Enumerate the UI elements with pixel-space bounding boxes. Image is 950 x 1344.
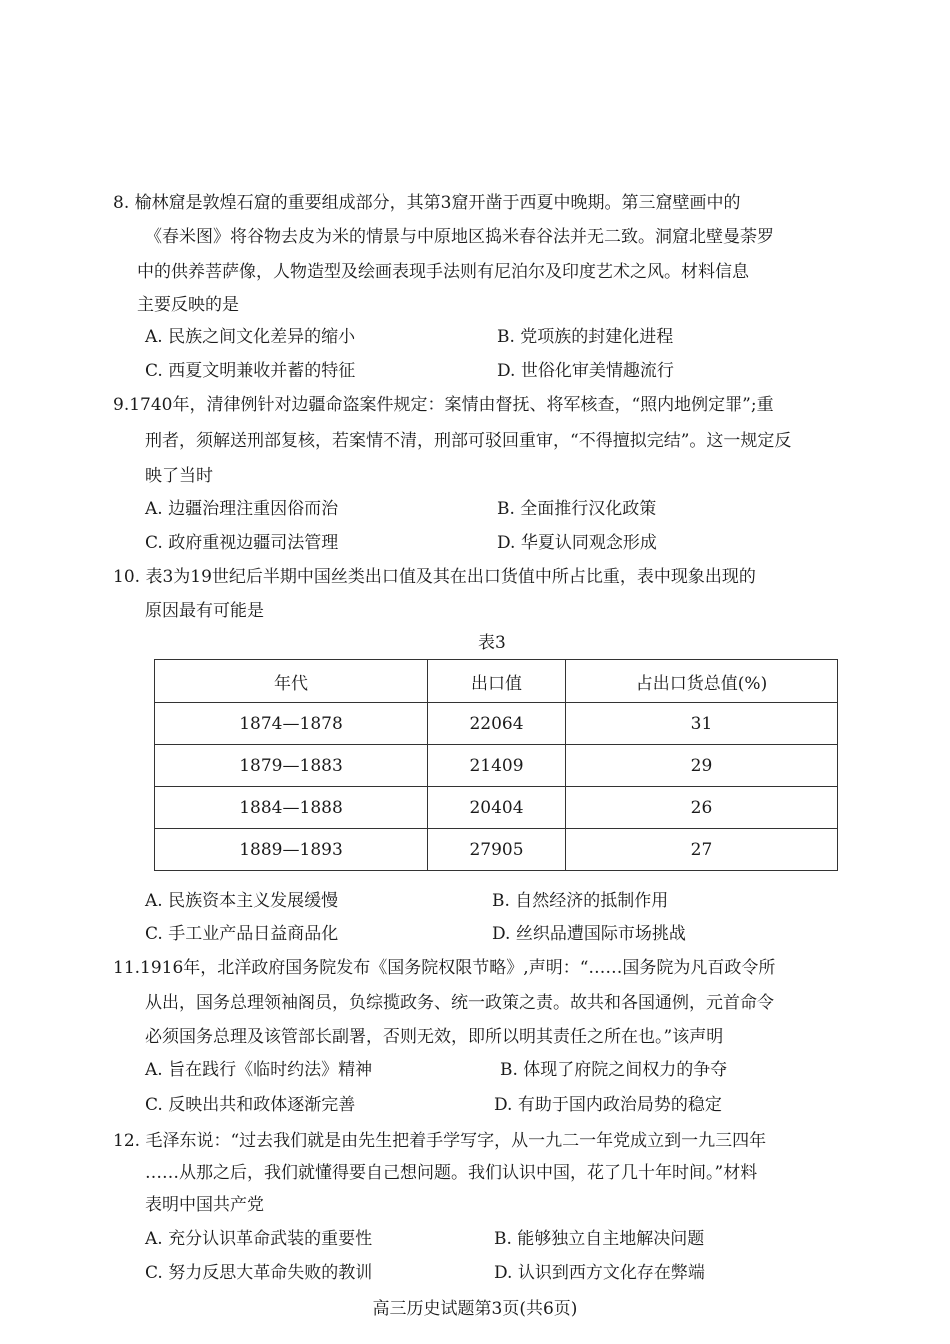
table-header-row <box>155 660 838 703</box>
q8-line-4: 主要反映的是 <box>137 295 239 315</box>
q9-line-3: 映了当时 <box>145 466 213 486</box>
table-cell: 1874—1878 <box>155 703 428 745</box>
q12-option-a: A. 充分认识革命武装的重要性 <box>145 1229 373 1249</box>
q9-line-1: 9.1740年，清律例针对边疆命盗案件规定：案情由督抚、将军核查，“照内地例定罪”;重 <box>113 395 774 415</box>
q10-option-c: C. 手工业产品日益商品化 <box>145 924 339 944</box>
table-row <box>155 829 838 871</box>
q8-option-c: C. 西夏文明兼收并蓄的特征 <box>145 361 356 381</box>
table-cell: 31 <box>566 703 838 745</box>
table-header: 出口值 <box>428 660 566 703</box>
page-footer: 高三历史试题第3页(共6页) <box>372 1299 578 1319</box>
table-cell: 22064 <box>428 703 566 745</box>
table-cell: 26 <box>566 787 838 829</box>
table-header: 年代 <box>155 660 428 703</box>
q8-line-2: 《春米图》将谷物去皮为米的情景与中原地区捣米春谷法并无二致。洞窟北壁曼荼罗 <box>145 227 774 247</box>
q11-option-d: D. 有助于国内政治局势的稳定 <box>494 1095 722 1115</box>
q11-option-c: C. 反映出共和政体逐渐完善 <box>145 1095 356 1115</box>
q12-line-2: ……从那之后，我们就懂得要自己想问题。我们认识中国，花了几十年时间。”材料 <box>145 1163 758 1183</box>
q9-option-b: B. 全面推行汉化政策 <box>497 499 657 519</box>
q12-option-c: C. 努力反思大革命失败的教训 <box>145 1263 373 1283</box>
table-header: 占出口货总值(%) <box>566 660 838 703</box>
q11-option-b: B. 体现了府院之间权力的争夺 <box>500 1060 728 1080</box>
table-cell: 1889—1893 <box>155 829 428 871</box>
export-table <box>154 659 838 871</box>
table-caption: 表3 <box>478 633 506 653</box>
table-cell: 20404 <box>428 787 566 829</box>
q10-option-d: D. 丝织品遭国际市场挑战 <box>492 924 686 944</box>
q12-line-3: 表明中国共产党 <box>145 1195 264 1215</box>
table-cell: 21409 <box>428 745 566 787</box>
table-row <box>155 787 838 829</box>
q12-line-1: 12. 毛泽东说：“过去我们就是由先生把着手学写字，从一九二一年党成立到一九三四年 <box>113 1131 767 1151</box>
q8-option-a: A. 民族之间文化差异的缩小 <box>145 327 356 347</box>
q9-option-a: A. 边疆治理注重因俗而治 <box>145 499 339 519</box>
q10-line-2: 原因最有可能是 <box>145 601 264 621</box>
q12-option-b: B. 能够独立自主地解决问题 <box>494 1229 705 1249</box>
q11-line-2: 从出，国务总理领袖阁员，负综揽政务、统一政策之责。故共和各国通例，元首命令 <box>145 993 774 1013</box>
q9-option-c: C. 政府重视边疆司法管理 <box>145 533 339 553</box>
table-cell: 1879—1883 <box>155 745 428 787</box>
q8-option-d: D. 世俗化审美情趣流行 <box>497 361 674 381</box>
q8-line-1: 8. 榆林窟是敦煌石窟的重要组成部分，其第3窟开凿于西夏中晚期。第三窟壁画中的 <box>113 193 741 213</box>
q8-option-b: B. 党项族的封建化进程 <box>497 327 674 347</box>
q10-option-a: A. 民族资本主义发展缓慢 <box>145 891 339 911</box>
table-cell: 27 <box>566 829 838 871</box>
table-cell: 27905 <box>428 829 566 871</box>
table-cell: 29 <box>566 745 838 787</box>
q9-option-d: D. 华夏认同观念形成 <box>497 533 657 553</box>
q9-line-2: 刑者，须解送刑部复核，若案情不清，刑部可驳回重审，“不得擅拟完结”。这一规定反 <box>145 431 792 451</box>
q12-option-d: D. 认识到西方文化存在弊端 <box>494 1263 705 1283</box>
q11-option-a: A. 旨在践行《临时约法》精神 <box>145 1060 373 1080</box>
q10-option-b: B. 自然经济的抵制作用 <box>492 891 669 911</box>
table-row <box>155 703 838 745</box>
q11-line-3: 必须国务总理及该管部长副署，否则无效，即所以明其责任之所在也。”该声明 <box>145 1027 724 1047</box>
q11-line-1: 11.1916年，北洋政府国务院发布《国务院权限节略》,声明：“……国务院为凡百政令所 <box>113 958 776 978</box>
q10-line-1: 10. 表3为19世纪后半期中国丝类出口值及其在出口货值中所占比重，表中现象出现的 <box>113 567 756 587</box>
q8-line-3: 中的供养菩萨像，人物造型及绘画表现手法则有尼泊尔及印度艺术之风。材料信息 <box>137 262 749 282</box>
table-cell: 1884—1888 <box>155 787 428 829</box>
table-row <box>155 745 838 787</box>
